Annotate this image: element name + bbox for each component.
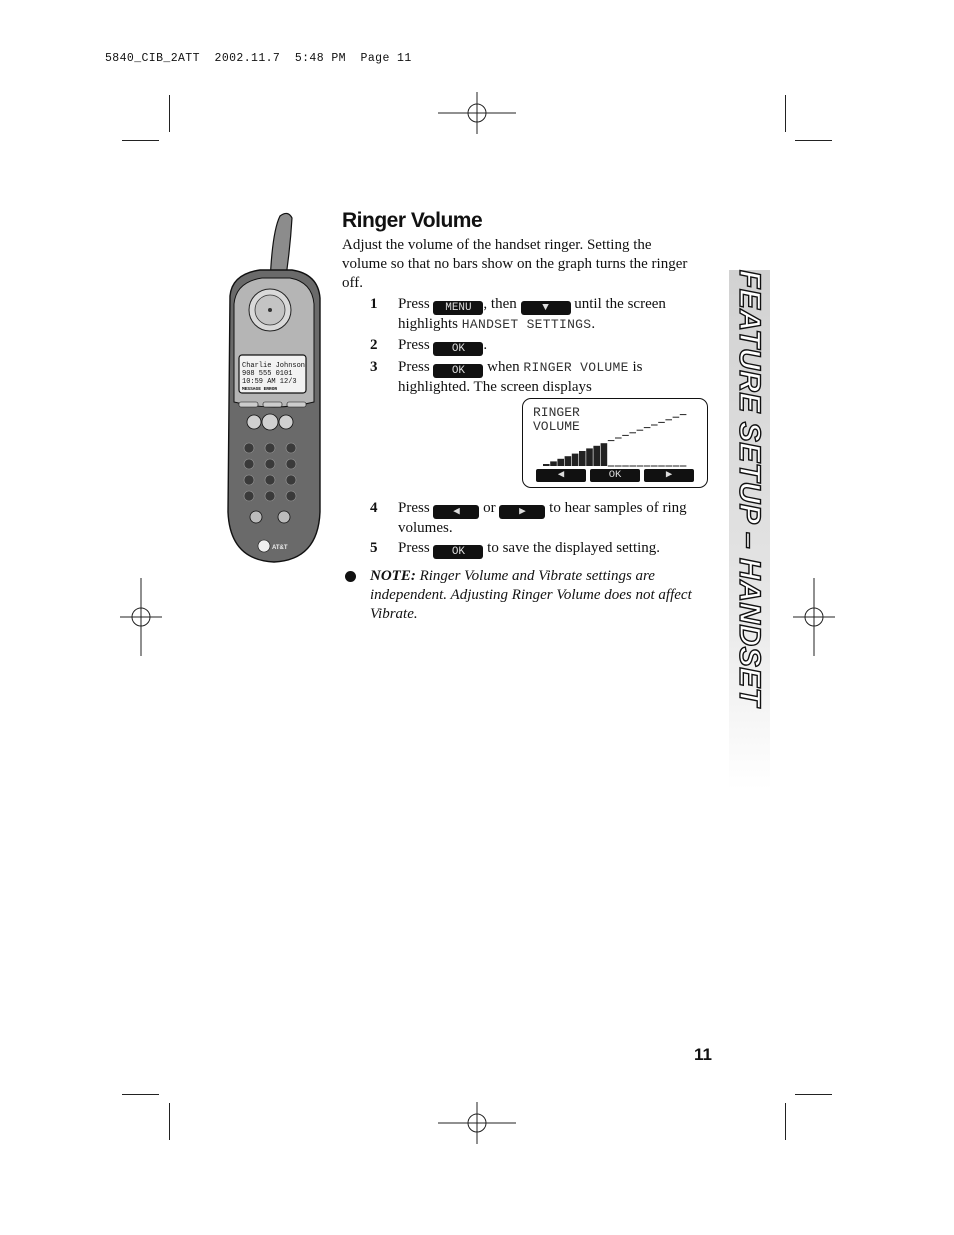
handset-brand-logo: AT&T [272,545,288,551]
right-arrow-key: ▶ [499,505,545,519]
step-text: when [487,359,520,375]
section-title: Ringer Volume [342,209,483,232]
handset-display-line-1: Charlie Johnson [242,362,306,370]
volume-bar-filled [601,443,608,466]
step-text: . [591,316,596,332]
screen-setting-name: RINGER VOLUME [523,360,629,375]
intro-paragraph: Adjust the volume of the handset ringer. Setting the volume so that no bars show on the graph turns the ringer off. [342,237,688,291]
side-tab-label: FEATURE SETUP – HANDSET [733,270,766,707]
step-number: 3 [370,359,378,375]
handset-display-line-2: 908 555 0101 [242,370,293,378]
step-text: to hear samples of ring volumes. [398,500,687,536]
page-number: 11 [694,1045,712,1064]
registration-mark-right [793,578,835,656]
step-text: Press [398,500,430,516]
note [370,567,705,624]
volume-bar-filled [593,446,600,466]
volume-bar-filled [572,454,579,466]
left-arrow-key: ◀ [433,505,479,519]
handset-display-line-4: MESSAGE ERROR [242,387,278,392]
volume-bar-filled [550,461,557,466]
registration-mark-top [438,92,516,134]
note-label: NOTE: [370,568,416,584]
step-text: to save the displayed setting. [487,540,661,556]
step-number: 1 [370,296,378,312]
step-text: is highlighted. The screen displays [398,359,643,395]
right-arrow-softkey: ▶ [644,469,694,482]
step-text: until the screen highlights [398,296,666,332]
step-number: 5 [370,540,378,556]
ok-key: OK [433,545,483,559]
ok-key: OK [433,342,483,356]
volume-bar-filled [586,448,593,466]
handset-display-line-3: 10:59 AM 12/3 [242,378,297,386]
step-text: or [483,500,496,516]
registration-mark-left [120,578,162,656]
ok-softkey: OK [590,469,640,482]
print-slug: 5840_CIB_2ATT 2002.11.7 5:48 PM Page 11 [105,52,412,65]
ringer-volume-screen [522,398,708,488]
step-text: Press [398,359,430,375]
step-number: 2 [370,337,378,353]
step-text: , then [483,296,517,312]
volume-bar-filled [557,459,564,466]
step-text: Press [398,296,430,312]
screen-setting-name: HANDSET SETTINGS [461,317,592,332]
step-text: Press [398,337,430,353]
step-text: Press [398,540,430,556]
note-bullet-icon [345,571,356,582]
volume-bar-filled [543,464,550,466]
note-text: Ringer Volume and Vibrate settings are independent. Adjusting Ringer Volume does not affect Vibrate. [370,568,692,622]
down-arrow-key: ▼ [521,301,571,315]
ok-key: OK [433,364,483,378]
menu-key: MENU [433,301,483,315]
volume-bar-graph [543,409,688,467]
step-text: . [483,337,488,353]
screen-label: RINGER VOLUME [533,405,580,434]
left-arrow-softkey: ◀ [536,469,586,482]
step-number: 4 [370,500,378,516]
registration-mark-bottom [438,1102,516,1144]
volume-bar-filled [579,451,586,466]
handset-illustration [222,212,322,572]
volume-bar-filled [565,456,572,466]
